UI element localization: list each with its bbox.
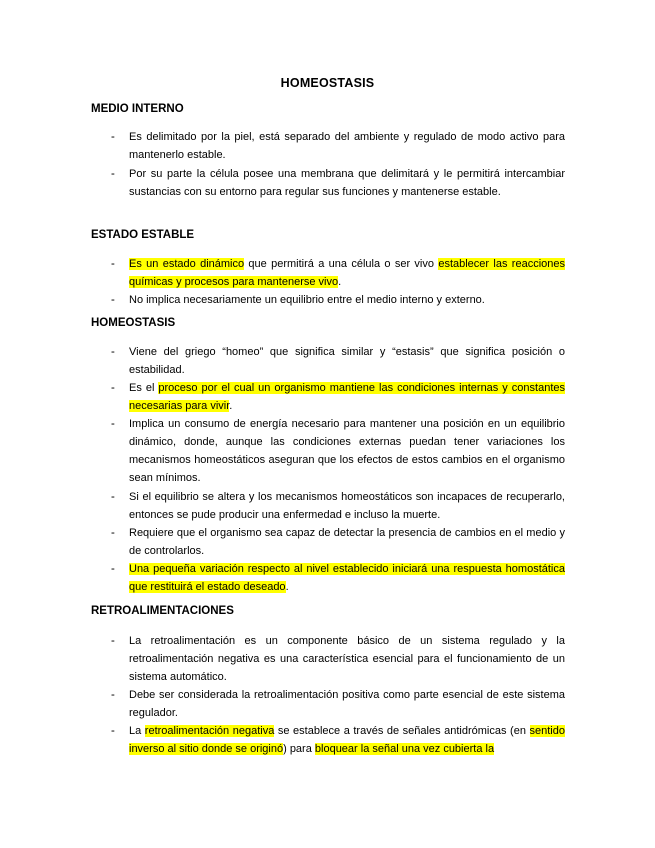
highlighted-text: retroalimentación negativa: [144, 725, 275, 737]
bullet-dash: -: [111, 168, 115, 180]
text-run: No implica necesariamente un equilibrio entre el medio interno y externo.: [129, 294, 485, 306]
text-run: que permitirá a una célula o ser vivo: [244, 258, 439, 270]
list-item-text: [129, 560, 565, 596]
section-heading-estado-estable: ESTADO ESTABLE: [91, 229, 195, 241]
highlighted-text: Una pequeña variación respecto al nivel establecido iniciará una respuesta homostática que restituirá el estado deseado: [129, 563, 565, 594]
bullet-dash: -: [111, 527, 115, 539]
text-run: La: [129, 725, 145, 737]
text-run: ) para: [283, 743, 315, 756]
list-item-text: [129, 415, 565, 487]
text-run: .: [338, 276, 342, 289]
text-run: se establece a través de señales antidrómicas (en: [274, 725, 530, 737]
list-item-text: [129, 165, 565, 201]
bullet-dash: -: [111, 491, 115, 503]
text-run: .: [229, 400, 233, 413]
bullet-dash: -: [111, 725, 115, 737]
section-heading-medio-interno: MEDIO INTERNO: [91, 103, 184, 115]
list-item-text: [129, 632, 565, 686]
text-run: Si el equilibrio se altera y los mecanismos homeostáticos son incapaces de recuperarlo, entonces se pude producir una enfermedad e incluso la muerte.: [129, 491, 565, 522]
highlighted-text: sentido inverso al sitio donde se originó: [129, 725, 565, 756]
section-heading-retroalimentaciones: RETROALIMENTACIONES: [91, 605, 234, 617]
bullet-dash: -: [111, 346, 115, 358]
highlighted-text: proceso por el cual un organismo mantiene las condiciones internas y constantes necesarias para vivir: [129, 382, 565, 413]
text-run: Viene del griego “homeo” que significa similar y “estasis” que significa posición o estabilidad.: [129, 346, 565, 377]
list-item-text: [129, 722, 565, 758]
bullet-dash: -: [111, 131, 115, 143]
section-heading-homeostasis: HOMEOSTASIS: [91, 317, 176, 329]
list-item-text: [129, 343, 565, 379]
document-title: HOMEOSTASIS: [280, 76, 375, 90]
text-run: La retroalimentación es un componente básico de un sistema regulado y la retroalimentación negativa es una característica esencial para el funcionamiento de un sistema automático.: [129, 635, 565, 684]
bullet-dash: -: [111, 294, 115, 306]
highlighted-text: bloquear la señal una vez cubierta la: [314, 743, 495, 756]
text-run: Requiere que el organismo sea capaz de detectar la presencia de cambios en el medio y de controlarlos.: [129, 527, 565, 558]
list-item-text: [129, 488, 565, 524]
list-item-text: [129, 524, 565, 560]
highlighted-text: establecer las reacciones químicas y procesos para mantenerse vivo: [129, 258, 565, 289]
text-run: Debe ser considerada la retroalimentación positiva como parte esencial de este sistema regulador.: [129, 689, 565, 720]
bullet-dash: -: [111, 689, 115, 701]
bullet-dash: -: [111, 382, 115, 394]
bullet-dash: -: [111, 258, 115, 270]
list-item-text: [129, 128, 565, 164]
text-run: Es delimitado por la piel, está separado del ambiente y regulado de modo activo para mantenerlo estable.: [129, 131, 565, 162]
bullet-dash: -: [111, 635, 115, 647]
highlighted-text: Es un estado dinámico: [129, 258, 245, 270]
text-run: Implica un consumo de energía necesario para mantener una posición en un equilibrio dinámico, donde, aunque las condiciones externas puedan tener variaciones los mecanismos homeostáticos aseguran que los efectos de estos cambios en el organismo sean mínimos.: [129, 418, 565, 485]
bullet-dash: -: [111, 563, 115, 575]
text-run: Por su parte la célula posee una membrana que delimitará y le permitirá intercambiar sustancias con su entorno para regular sus funciones y mantenerse estable.: [129, 168, 565, 199]
list-item-text: [129, 255, 565, 291]
list-item-text: [129, 379, 565, 415]
text-run: Es el: [129, 382, 159, 394]
list-item-text: [129, 686, 565, 722]
bullet-dash: -: [111, 418, 115, 430]
text-run: .: [285, 581, 289, 594]
list-item-text: [129, 291, 565, 309]
